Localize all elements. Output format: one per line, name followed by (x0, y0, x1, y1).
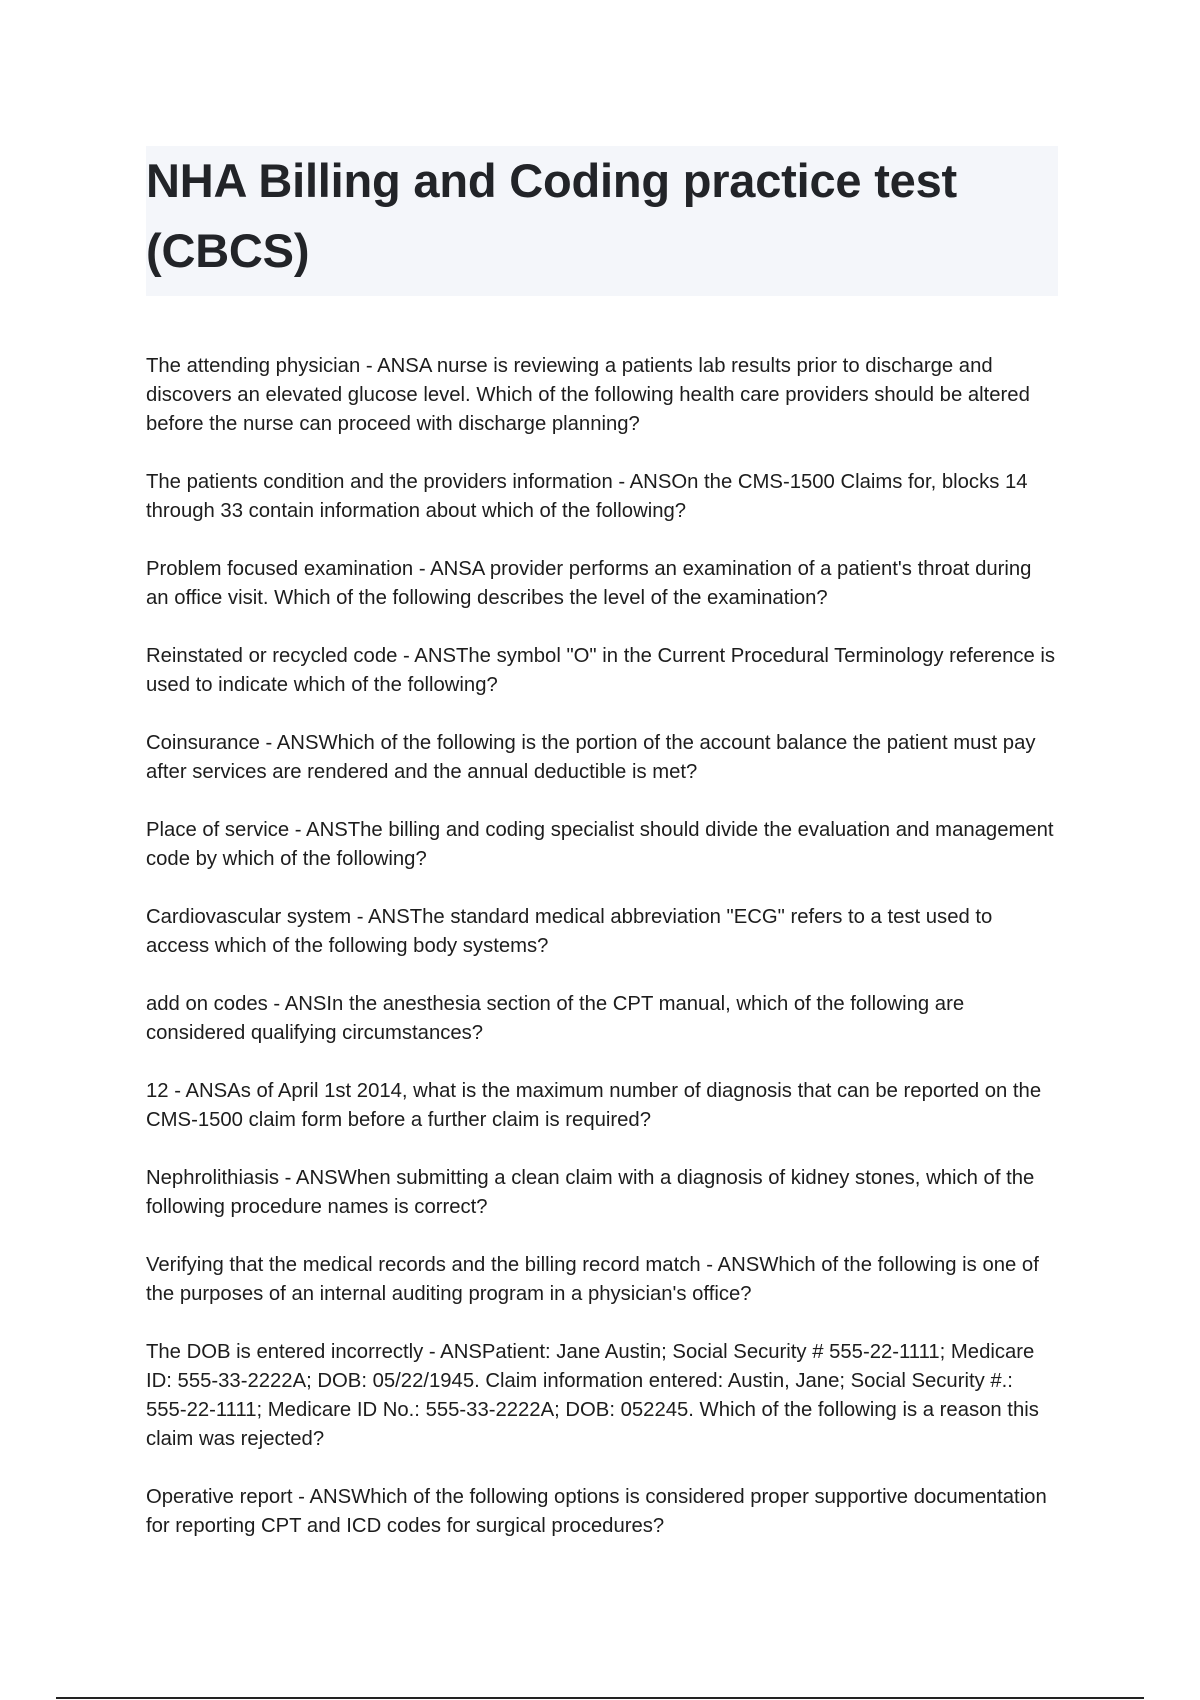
qa-item: 12 - ANSAs of April 1st 2014, what is the maximum number of diagnosis that can be reported on the CMS-1500 claim form before a further claim is required? (146, 1080, 1042, 1131)
page-title: NHA Billing and Coding practice test (CBCS) (146, 154, 958, 277)
qa-item: add on codes - ANSIn the anesthesia section of the CPT manual, which of the following are considered qualifying circumstances? (146, 993, 965, 1044)
qa-item: Verifying that the medical records and the billing record match - ANSWhich of the following is one of the purposes of an internal auditing program in a physician's office? (146, 1254, 1039, 1305)
qa-item: Place of service - ANSThe billing and coding specialist should divide the evaluation and management code by which of the following? (146, 819, 1054, 870)
qa-item: Cardiovascular system - ANSThe standard medical abbreviation "ECG" refers to a test used to access which of the following body systems? (146, 906, 993, 957)
qa-item: Operative report - ANSWhich of the following options is considered proper supportive documentation for reporting CPT and ICD codes for surgical procedures? (146, 1486, 1047, 1537)
qa-item: Coinsurance - ANSWhich of the following is the portion of the account balance the patient must pay after services are rendered and the annual deductible is met? (146, 732, 1036, 783)
document-page (146, 146, 1058, 1570)
qa-item: The attending physician - ANSA nurse is reviewing a patients lab results prior to discharge and discovers an elevated glucose level. Which of the following health care providers should be altered before the nurse can proceed with discharge planning? (146, 355, 1030, 435)
qa-item: Nephrolithiasis - ANSWhen submitting a clean claim with a diagnosis of kidney stones, which of the following procedure names is correct? (146, 1167, 1035, 1218)
qa-item: The patients condition and the providers information - ANSOn the CMS-1500 Claims for, blocks 14 through 33 contain information about which of the following? (146, 471, 1028, 522)
qa-item: The DOB is entered incorrectly - ANSPatient: Jane Austin; Social Security # 555-22-1111; Medicare ID: 555-33-2222A; DOB: 05/22/1945. Claim information entered: Austin, Jane; Social Security #.: 555-22-1111; Medicare ID No.: 555-33-2222A; DOB: 052245. Which of the following is a reason this claim was rejected? (146, 1341, 1039, 1450)
qa-item: Problem focused examination - ANSA provider performs an examination of a patient's throat during an office visit. Which of the following describes the level of the examination? (146, 558, 1032, 609)
qa-list (146, 352, 1058, 1541)
footer-divider (56, 1697, 1144, 1699)
qa-item: Reinstated or recycled code - ANSThe symbol "O" in the Current Procedural Terminology reference is used to indicate which of the following? (146, 645, 1056, 696)
title-block (146, 146, 1058, 296)
